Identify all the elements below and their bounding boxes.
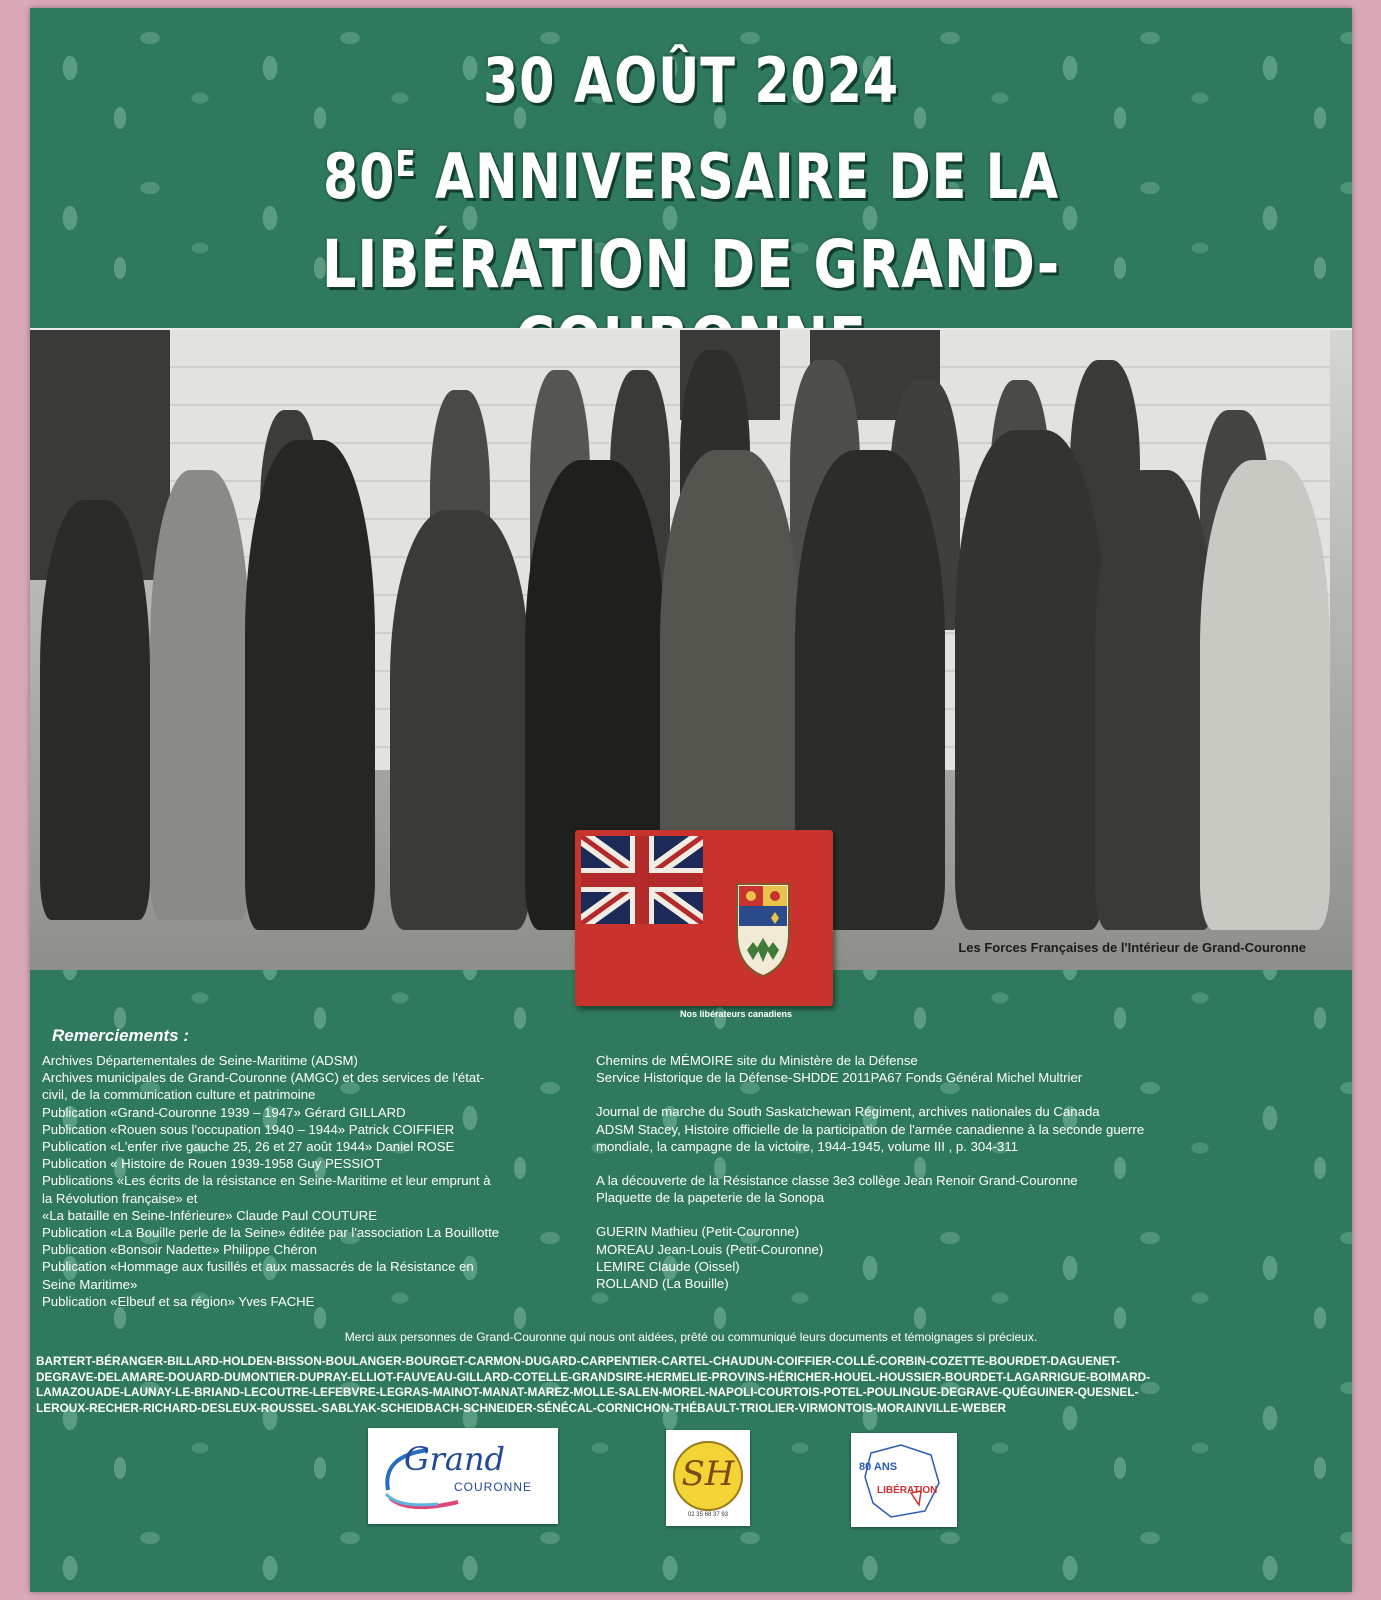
line-spacer: [596, 1155, 1316, 1172]
acknowledgement-line: Publication «Elbeuf et sa région» Yves FACHE: [42, 1293, 315, 1309]
80-ans-liberation-logo: [851, 1433, 957, 1527]
headline-date: 30 AOÛT 2024: [482, 44, 900, 117]
acknowledgements-title: Remerciements :: [52, 1026, 190, 1045]
photo-figure: [150, 470, 250, 920]
france-map-icon: [851, 1433, 957, 1527]
acknowledgement-line: «La bataille en Seine-Inférieure» Claude Paul COUTURE: [42, 1207, 377, 1223]
acknowledgement-line: GUERIN Mathieu (Petit-Couronne): [596, 1224, 800, 1240]
photo-caption: Les Forces Françaises de l'Intérieur de Grand-Couronne: [958, 940, 1306, 955]
headline-liberation: LIBÉRATION DE GRAND-: [321, 226, 1061, 303]
headline-anniversary: [149, 140, 1233, 213]
acknowledgement-line: Journal de marche du South Saskatchewan Régiment, archives nationales du Canada: [596, 1104, 1100, 1120]
sh-logo-letters: SH: [681, 1454, 735, 1494]
photo-figure: [40, 500, 150, 920]
acknowledgement-line: Seine Maritime»: [42, 1276, 138, 1292]
thanks-note: Merci aux personnes de Grand-Couronne qui nous ont aidées, prêté ou communiqué leurs documents et témoignages si précieux.: [344, 1330, 1038, 1344]
acknowledgement-line: LEMIRE Claude (Oissel): [596, 1258, 740, 1274]
flag-caption: Nos libérateurs canadiens: [680, 1009, 793, 1019]
acknowledgement-line: Publication «Grand-Couronne 1939 – 1947» Gérard GILLARD: [42, 1104, 406, 1120]
union-jack-icon: [581, 836, 703, 924]
union-jack-canton: [581, 836, 703, 924]
photo-figure: [245, 440, 375, 930]
photo-figure: [1095, 470, 1215, 930]
anniversary-text: ANNIVERSAIRE DE LA: [416, 140, 1060, 213]
grand-couronne-logo: [368, 1428, 558, 1524]
acknowledgement-line: Publication «Rouen sous l'occupation 1940 – 1944» Patrick COIFFIER: [42, 1121, 455, 1137]
family-names-list: [36, 1354, 1326, 1416]
acknowledgement-line: MOREAU Jean-Louis (Petit-Couronne): [596, 1241, 824, 1257]
photo-figure: [1200, 460, 1330, 930]
canadian-red-ensign-flag: [575, 830, 833, 1006]
acknowledgement-line: Publication «Hommage aux fusillés et aux massacrés de la Résistance en: [42, 1259, 474, 1275]
liberation-logo-text: LIBÉRATION: [877, 1485, 938, 1496]
acknowledgement-line: Archives Départementales de Seine-Maritime (ADSM): [42, 1053, 358, 1068]
acknowledgement-line: Publication «Bonsoir Nadette» Philippe Chéron: [42, 1242, 317, 1258]
couronne-logo-text: COURONNE: [454, 1480, 533, 1494]
names-line: LEROUX-RECHER-RICHARD-DESLEUX-ROUSSEL-SABLYAK-SCHEIDBACH-SCHNEIDER-SÉNÉCAL-CORNICHON-THÉBAULT-TRIOLIER-VIRMONTOIS-MORAINVILLE-WEBER: [36, 1400, 1006, 1415]
acknowledgement-line: mondiale, la campagne de la victoire, 1944-1945, volume III , p. 304-311: [596, 1138, 1019, 1154]
poster-header: [30, 8, 1352, 338]
canadian-coat-of-arms-icon: [735, 882, 791, 978]
anniversary-number: 80: [322, 140, 396, 213]
acknowledgement-line: la Révolution française» et: [42, 1190, 198, 1206]
names-line: DEGRAVE-DELAMARE-DOUARD-DUMONTIER-DUPRAY-ELLIOT-FAUVEAU-GILLARD-COTELLE-GRANDSIRE-HERMELIE-PROVINS-HÉRICHER-HOUEL-HOUSSIER-BOURDET-LAGARRIGUE-BOIMARD-: [36, 1369, 1151, 1384]
acknowledgement-line: Publication «La Bouille perle de la Seine» éditée par l'association La Bouillotte: [42, 1225, 500, 1241]
acknowledgement-line: ROLLAND (La Bouille): [596, 1276, 729, 1292]
sh-logo-phone: 02 35 68 37 93: [687, 1512, 729, 1518]
acknowledgement-line: ADSM Stacey, Histoire officielle de la participation de l'armée canadienne à la seconde guerre: [596, 1121, 1145, 1137]
anniversary-ordinal: E: [395, 144, 417, 185]
acknowledgement-line: A la découverte de la Résistance classe 3e3 collège Jean Renoir Grand-Couronne: [596, 1173, 1078, 1189]
acknowledgement-line: civil, de la communication culture et patrimoine: [42, 1087, 316, 1103]
acknowledgement-line: Plaquette de la papeterie de la Sonopa: [596, 1190, 825, 1206]
acknowledgements-right-column: [596, 1052, 1316, 1292]
acknowledgement-line: Publications «Les écrits de la résistance en Seine-Maritime et leur emprunt à: [42, 1173, 491, 1189]
photo-figure: [955, 430, 1105, 930]
names-line: BARTERT-BÉRANGER-BILLARD-HOLDEN-BISSON-BOULANGER-BOURGET-CARMON-DUGARD-CARPENTIER-CARTEL-CHAUDUN-COIFFIER-COLLÉ-CORBIN-COZETTE-BOURDET-DAGUENET-: [36, 1354, 1120, 1368]
acknowledgement-line: Archives municipales de Grand-Couronne (AMGC) et des services de l'état-: [42, 1070, 485, 1086]
photo-figure: [390, 510, 530, 930]
acknowledgement-line: Chemins de MÉMOIRE site du Ministère de la Défense: [596, 1053, 918, 1068]
80-ans-text: 80 ANS: [859, 1461, 898, 1473]
acknowledgement-line: Service Historique de la Défense-SHDDE 2011PA67 Fonds Général Michel Multrier: [596, 1070, 1083, 1086]
names-line: LAMAZOUADE-LAUNAY-LE-BRIAND-LECOUTRE-LEFEBVRE-LEGRAS-MAINOT-MANAT-MAREZ-MOLLE-SALEN-MOREL-NAPOLI-COURTOIS-POTEL-POULINGUE-DEGRAVE-QUÉGUINER-QUESNEL-: [36, 1385, 1139, 1399]
acknowledgements-left-column: [42, 1052, 594, 1310]
line-spacer: [596, 1086, 1316, 1103]
poster: [30, 8, 1352, 1592]
grand-logo-text: Grand: [404, 1440, 506, 1478]
line-spacer: [596, 1206, 1316, 1223]
acknowledgement-line: Publication «L'enfer rive gauche 25, 26 et 27 août 1944» Daniel ROSE: [42, 1139, 455, 1155]
historical-society-logo: [666, 1430, 750, 1526]
acknowledgement-line: Publication « Histoire de Rouen 1939-1958 Guy PESSIOT: [42, 1156, 383, 1172]
